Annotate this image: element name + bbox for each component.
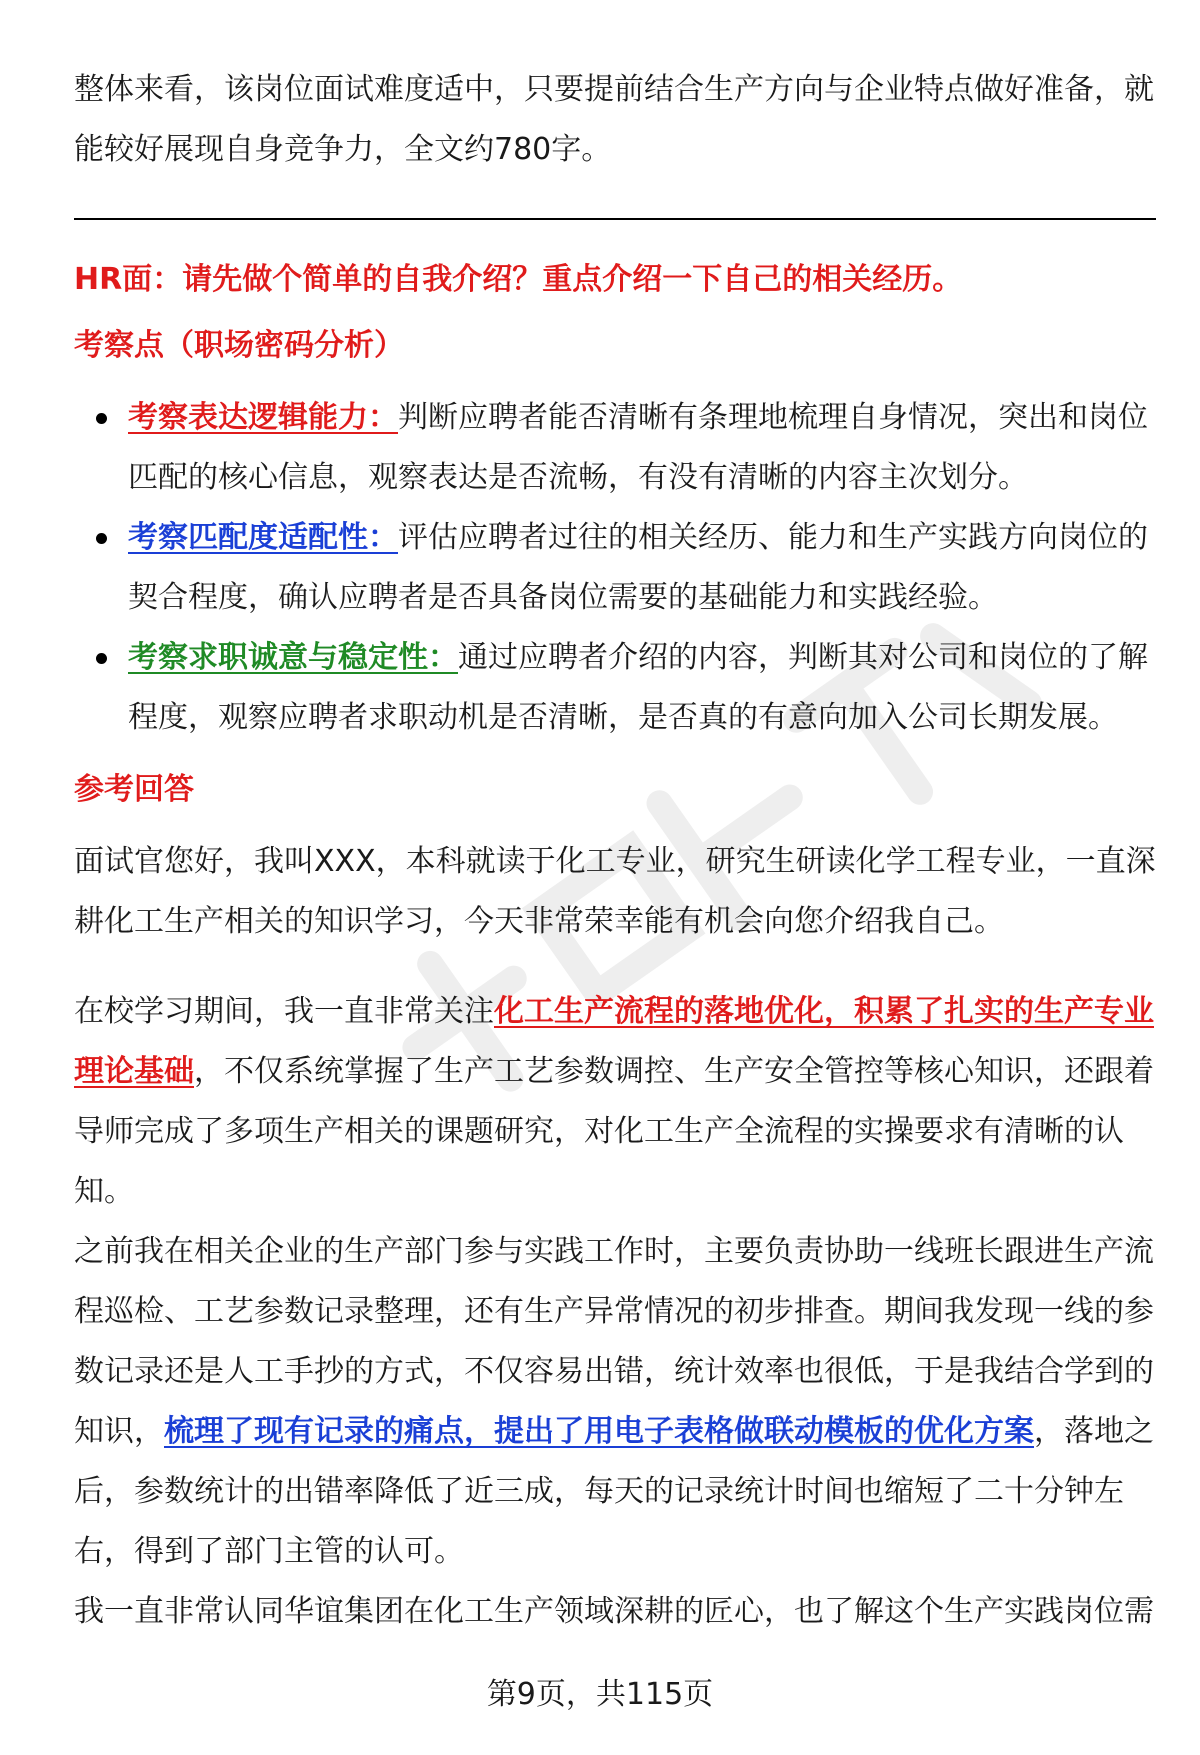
analysis-point (74, 628, 1156, 748)
section-divider (74, 218, 1156, 220)
point-keyword: 考察求职诚意与稳定性： (128, 640, 458, 675)
point-keyword: 考察表达逻辑能力： (128, 400, 398, 435)
interview-question: HR面：请先做个简单的自我介绍？重点介绍一下自己的相关经历。 (74, 262, 963, 297)
point-text: 通过应聘者介绍的内容，判断其对公司和岗位的了解程度，观察应聘者求职动机是否清晰，是否真的有意向加入公司长期发展。 (128, 640, 1148, 735)
analysis-point (74, 508, 1156, 628)
highlight-text: 梳理了现有记录的痛点，提出了用电子表格做联动模板的优化方案 (164, 1414, 1034, 1449)
point-keyword: 考察匹配度适配性： (128, 520, 398, 555)
paragraph-text: ，不仅系统掌握了生产工艺参数调控、生产安全管控等核心知识，还跟着导师完成了多项生产相关的课题研究，对化工生产全流程的实操要求有清晰的认知。 (74, 1054, 1154, 1209)
bullet-icon (96, 653, 107, 664)
bullet-icon (96, 413, 107, 424)
intro-paragraph: 整体来看，该岗位面试难度适中，只要提前结合生产方向与企业特点做好准备，就能较好展现自身竞争力，全文约780字。 (74, 72, 1154, 167)
highlight-text: 化工生产流程的落地优化，积累了扎实的生产专业理论基础 (74, 994, 1154, 1089)
document-body (74, 60, 1156, 1642)
analysis-point (74, 388, 1156, 508)
paragraph-text: 之前我在相关企业的生产部门参与实践工作时，主要负责协助一线班长跟进生产流程巡检、工艺参数记录整理，还有生产异常情况的初步排查。期间我发现一线的参数记录还是人工手抄的方式，不仅容易出错，统计效率也很低，于是我结合学到的知识， (74, 1234, 1154, 1449)
paragraph-text: ，落地之后，参数统计的出错率降低了近三成，每天的记录统计时间也缩短了二十分钟左右，得到了部门主管的认可。 (74, 1414, 1154, 1569)
analysis-points (74, 388, 1156, 748)
bullet-icon (96, 533, 107, 544)
paragraph-text: 在校学习期间，我一直非常关注 (74, 994, 494, 1029)
page-number: 第9页，共115页 (486, 1677, 714, 1712)
answer-heading: 参考回答 (74, 772, 194, 807)
point-text: 评估应聘者过往的相关经历、能力和生产实践方向岗位的契合程度，确认应聘者是否具备岗位需要的基础能力和实践经验。 (128, 520, 1148, 615)
answer-paragraph-4: 我一直非常认同华谊集团在化工生产领域深耕的匠心，也了解这个生产实践岗位需 (74, 1594, 1154, 1629)
answer-paragraph-3 (74, 1222, 1156, 1582)
point-text: 判断应聘者能否清晰有条理地梳理自身情况，突出和岗位匹配的核心信息，观察表达是否流畅，有没有清晰的内容主次划分。 (128, 400, 1148, 495)
analysis-heading: 考察点（职场密码分析） (74, 328, 404, 363)
answer-paragraph-1: 面试官您好，我叫XXX，本科就读于化工专业，研究生研读化学工程专业，一直深耕化工生产相关的知识学习，今天非常荣幸能有机会向您介绍我自己。 (74, 844, 1156, 939)
answer-paragraph-2 (74, 982, 1156, 1222)
